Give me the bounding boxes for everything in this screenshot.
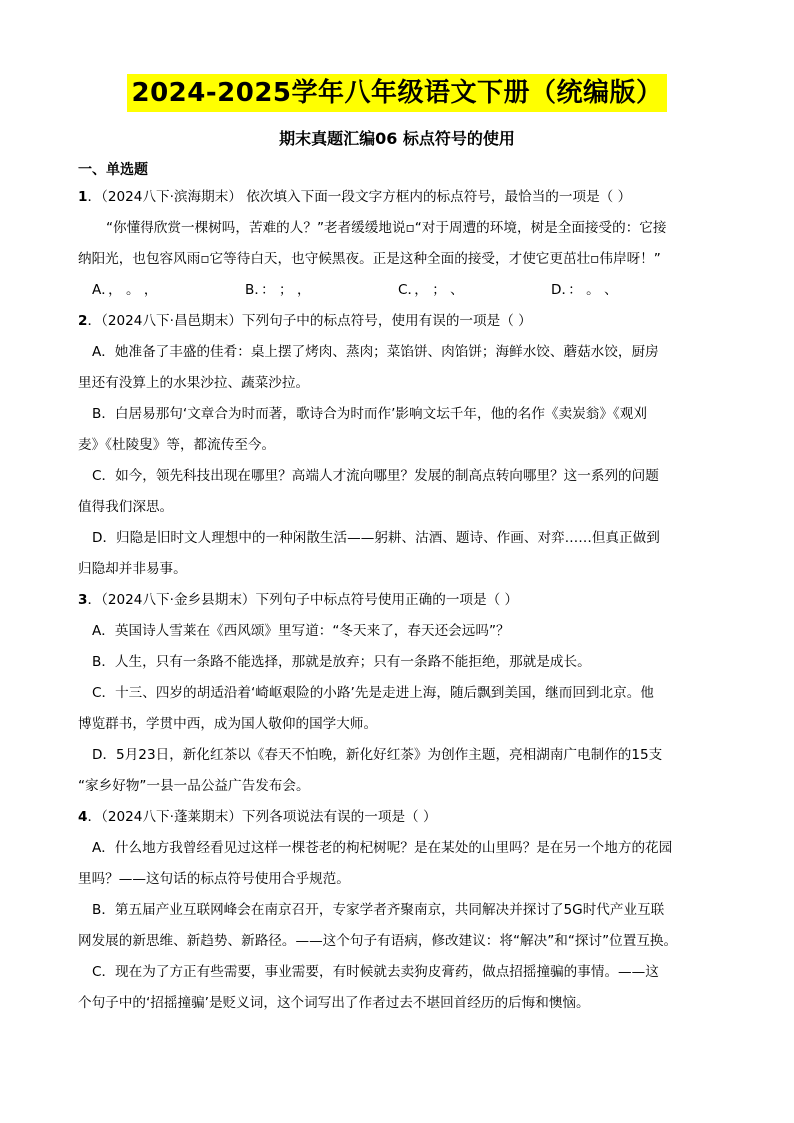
option-b: B．人生，只有一条路不能选择，那就是放弃；只有一条路不能拒绝，那就是成长。 <box>92 654 591 670</box>
option-d: D．5月23日，新化红茶以《春天不怕晚，新化好红茶》为创作主题，亮相湖南广电制作的15支 <box>92 747 663 763</box>
option-a-cont: 里吗？——这句话的标点符号使用合乎规范。 <box>78 871 350 887</box>
option-a: A．， 。 ， <box>92 282 158 298</box>
question-stem <box>78 182 720 213</box>
question-stem <box>78 306 720 337</box>
question-number: 2 <box>78 313 88 329</box>
question-1 <box>78 182 720 306</box>
option-c: C．现在为了方正有些需要，事业需要，有时候就去卖狗皮膏药，做点招摇撞骗的事情。——这 <box>92 964 659 980</box>
option-a: A．她准备了丰盛的佳肴：桌上摆了烤肉、蒸肉；菜馅饼、肉馅饼；海鲜水饺、蘑菇水饺，厨房 <box>92 344 659 360</box>
question-4 <box>78 802 720 1019</box>
option-d: D．： 。 、 <box>551 282 618 298</box>
option-c: C．十三、四岁的胡适沿着‘崎岖艰险的小路’先是走进上海，随后飘到美国，继而回到北京。他 <box>92 685 654 701</box>
question-2 <box>78 306 720 585</box>
options-row <box>78 275 720 306</box>
option-a: A．什么地方我曾经看见过这样一棵苍老的枸杞树呢？是在某处的山里吗？是在另一个地方的花园 <box>92 840 673 856</box>
option-c-cont: 博览群书，学贯中西，成为国人敬仰的国学大师。 <box>78 716 378 732</box>
question-3 <box>78 585 720 802</box>
option-d: D．归隐是旧时文人理想中的一种闲散生活——躬耕、沽酒、题诗、作画、对弈……但真正做到 <box>92 530 660 546</box>
main-title <box>0 74 794 112</box>
question-stem <box>78 585 720 616</box>
document-content <box>78 158 720 1019</box>
option-a: A．英国诗人雪莱在《西风颂》里写道：“冬天来了，春天还会远吗”？ <box>92 623 510 639</box>
question-number: 4 <box>78 809 88 825</box>
question-text: ．（2024八下·昌邑期末）下列句子中的标点符号，使用有误的一项是（ ） <box>87 313 532 329</box>
option-a-cont: 里还有没算上的水果沙拉、蔬菜沙拉。 <box>78 375 310 391</box>
option-b: B．第五届产业互联网峰会在南京召开，专家学者齐聚南京，共同解决并探讨了5G时代产业互联 <box>92 902 665 918</box>
question-text: ．（2024八下·金乡县期末）下列句子中标点符号使用正确的一项是（ ） <box>87 592 519 608</box>
option-b: B．白居易那句‘文章合为时而著，歌诗合为时而作’影响文坛千年，他的名作《卖炭翁》《观刈 <box>92 406 647 422</box>
option-b-cont: 麦》《杜陵叟》等，都流传至今。 <box>78 437 276 453</box>
question-number: 3 <box>78 592 88 608</box>
question-stem <box>78 802 720 833</box>
question-number: 1 <box>78 189 88 205</box>
question-text: ．（2024八下·蓬莱期末）下列各项说法有误的一项是（ ） <box>87 809 437 825</box>
option-c-cont: 值得我们深思。 <box>78 499 174 515</box>
main-title-text: 2024-2025学年八年级语文下册（统编版） <box>127 74 666 112</box>
sub-title: 期末真题汇编06 标点符号的使用 <box>279 129 515 148</box>
option-c: C．如今，领先科技出现在哪里？高端人才流向哪里？发展的制高点转向哪里？这一系列的问题 <box>92 468 659 484</box>
option-c: C．， ； 、 <box>398 282 464 298</box>
option-c-cont: 个句子中的‘招摇撞骗’是贬义词，这个词写出了作者过去不堪回首经历的后悔和懊恼。 <box>78 995 590 1011</box>
question-text: ．（2024八下·滨海期末） 依次填入下面一段文字方框内的标点符号，最恰当的一项是（ ） <box>87 189 632 205</box>
option-d-cont: 归隐却并非易事。 <box>78 561 187 577</box>
option-d-cont: “家乡好物”一县一品公益广告发布会。 <box>78 778 310 794</box>
passage-line: “你懂得欣赏一棵树吗，苦难的人？”老者缓缓地说▫“对于周遭的环境，树是全面接受的：它接 <box>106 220 667 236</box>
option-b-cont: 网发展的新思维、新趋势、新路径。——这个句子有语病，修改建议：将“解决”和“探讨”位置互换。 <box>78 933 678 949</box>
passage-line: 纳阳光，也包容风雨▫它等待白天，也守候黑夜。正是这种全面的接受，才使它更茁壮▫伟岸呀！” <box>78 251 661 267</box>
option-b: B．： ； ， <box>245 282 311 298</box>
section-heading: 一、单选题 <box>78 162 148 178</box>
